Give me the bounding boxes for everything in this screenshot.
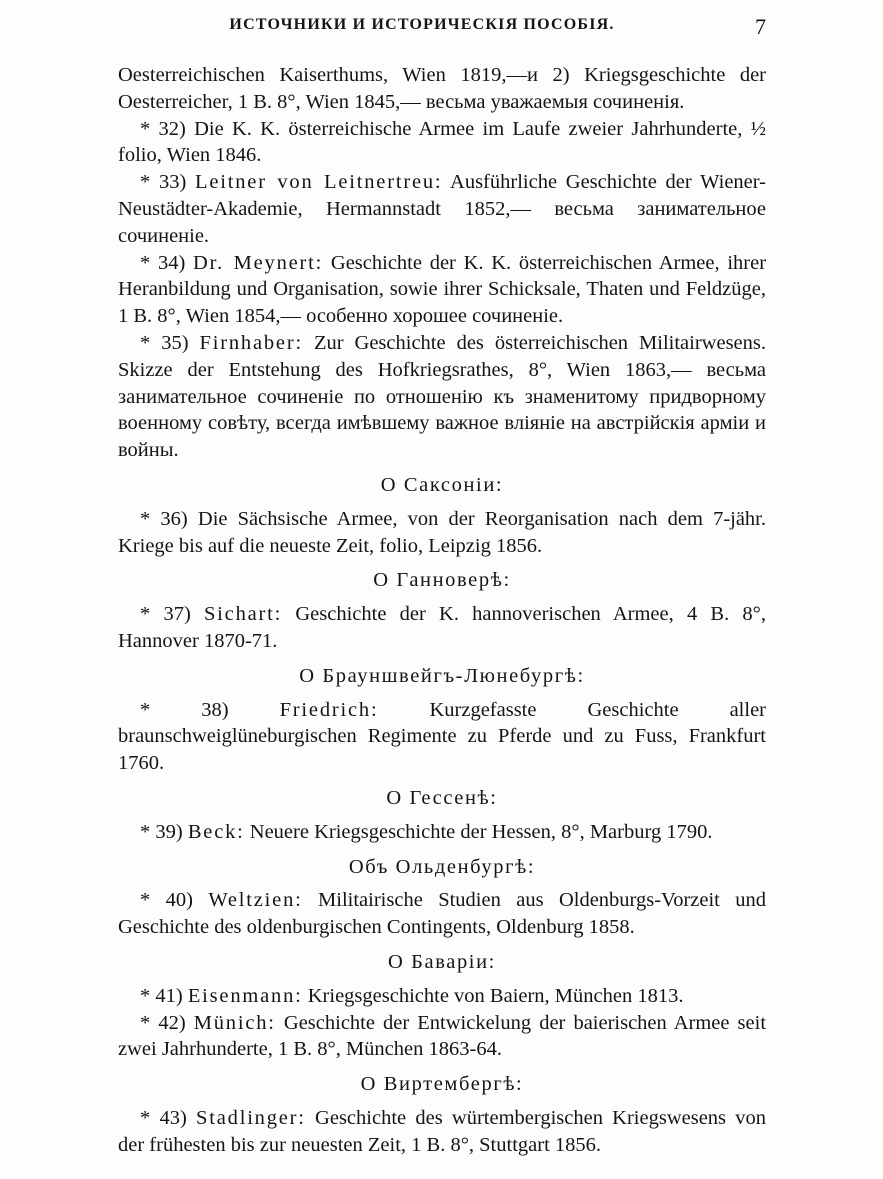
entry-number: * 41): [140, 984, 183, 1007]
entry-number: * 37): [140, 603, 191, 626]
page-number: 7: [755, 14, 766, 39]
section-heading-hesse: О Гессенѣ:: [386, 786, 498, 809]
entry-number: * 39): [140, 820, 183, 843]
bibliography-entry: [118, 250, 766, 330]
section-heading-wurttemberg: О Виртембергѣ:: [360, 1073, 524, 1096]
entry-author: Eisenmann:: [187, 984, 303, 1007]
section-heading-brunswick: О Брауншвейгъ-Люнебургѣ:: [299, 664, 585, 687]
bibliography-entry: [118, 116, 766, 170]
entry-author: Beck:: [187, 820, 245, 843]
bibliography-entry: [118, 1010, 766, 1064]
entry-text: Neuere Kriegsgeschichte der Hessen, 8°, Marburg 1790.: [249, 820, 713, 843]
bibliography-entry: [118, 506, 766, 560]
entry-text: Die Sächsische Armee, von der Reorganisation nach dem 7-jähr. Kriege bis auf die neueste Zeit, folio, Leipzig 1856.: [118, 507, 767, 557]
bibliography-entry: [118, 601, 766, 655]
running-head: ИСТОЧНИКИ И ИСТОРИЧЕСКІЯ ПОСОБІЯ.: [229, 16, 615, 33]
bibliography-entry: [118, 819, 766, 846]
entry-author: Dr. Meynert:: [193, 251, 324, 274]
entry-text: Geschichte des würtembergischen Kriegswesens von der frühesten bis zur neuesten Zeit, 1 B. 8°, Stuttgart 1856.: [118, 1106, 767, 1156]
entry-author: Firnhaber:: [199, 331, 303, 354]
entry-number: * 34): [140, 251, 186, 274]
entry-author: Stadlinger:: [196, 1106, 306, 1129]
entry-number: * 33): [140, 171, 187, 194]
entry-number: * 35): [140, 331, 189, 354]
entry-author: Münich:: [193, 1011, 276, 1034]
entry-number: * 38): [140, 698, 229, 721]
entry-number: * 32): [140, 117, 186, 140]
entry-text: Geschichte der K. hannoverischen Armee, 4 B. 8°, Hannover 1870-71.: [118, 603, 766, 652]
bibliography-entry: [118, 330, 766, 464]
bibliography-entry: [118, 887, 766, 941]
section-heading-hanover: О Ганноверѣ:: [373, 569, 511, 592]
entry-text: Ausführliche Geschichte der Wiener-Neustädter-Akademie, Hermannstadt 1852,— весьма занимательное сочиненіе.: [118, 171, 767, 247]
entry-number: * 40): [140, 889, 193, 912]
entry-author: Leitner von Leitnertreu:: [195, 171, 443, 194]
entry-text: Zur Geschichte des österreichischen Militairwesens. Skizze der Entstehung des Hofkriegsrathes, 8°, Wien 1863,— весьма занимательное сочиненіе по отношенію къ знаменитому придворному военному совѣту, всегда имѣвшему важное вліяніе на австрійскія арміи и войны.: [118, 331, 767, 462]
continued-paragraph: Oesterreichischen Kaiserthums, Wien 1819,—и 2) Kriegsgeschichte der Oesterreicher, 1 B. 8°, Wien 1845,— весьма уважаемыя сочиненія.: [118, 64, 766, 113]
bibliography-entry: [118, 697, 766, 777]
entry-text: Geschichte der Entwickelung der baierischen Armee seit zwei Jahrhunderte, 1 B. 8°, München 1863-64.: [118, 1011, 767, 1061]
page-header: [118, 14, 766, 44]
section-heading-bavaria: О Баваріи:: [388, 950, 496, 973]
entry-text: Kriegsgeschichte von Baiern, München 1813.: [307, 984, 684, 1007]
entry-text: Militairische Studien aus Oldenburgs-Vorzeit und Geschichte des oldenburgischen Contingents, Oldenburg 1858.: [118, 889, 767, 939]
entry-text: Die K. K. österreichische Armee im Laufe zweier Jahrhunderte, ½ folio, Wien 1846.: [118, 117, 767, 167]
entry-number: * 43): [140, 1106, 187, 1129]
bibliography-entry: [118, 983, 766, 1010]
bibliography-entry: [118, 1105, 766, 1159]
entry-author: Friedrich:: [279, 698, 379, 721]
entry-author: Weltzien:: [208, 889, 303, 912]
section-heading-oldenburg: Объ Ольденбургѣ:: [348, 855, 536, 878]
body-text: [118, 62, 766, 1158]
bibliography-entry: [118, 169, 766, 249]
entry-text: Geschichte der K. K. österreichischen Armee, ihrer Heranbildung und Organisation, sowie ihrer Schicksale, Thaten und Feldzüge, 1 B. 8°, Wien 1854,— особенно хорошее сочиненіе.: [118, 251, 767, 328]
section-heading-saxony: О Саксоніи:: [380, 473, 504, 496]
entry-text: Kurzgefasste Geschichte aller braunschweiglüneburgischen Regimente zu Pferde und zu Fuss, Frankfurt 1760.: [118, 698, 766, 775]
entry-number: * 42): [140, 1011, 186, 1034]
entry-author: Sichart:: [203, 603, 283, 626]
entry-number: * 36): [140, 507, 188, 530]
